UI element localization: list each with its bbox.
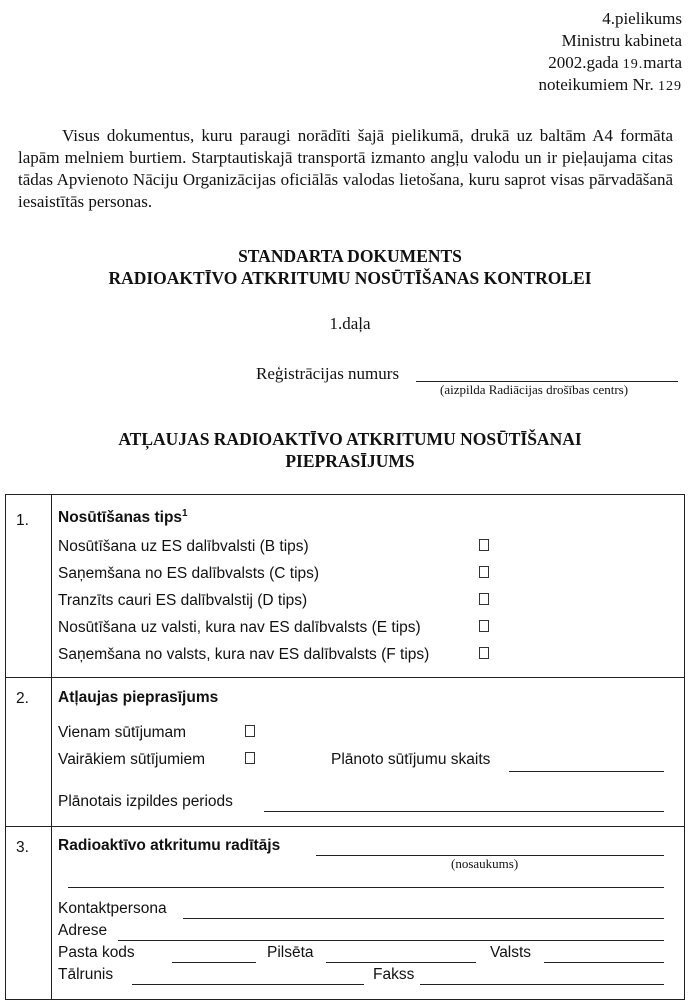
regulation-line xyxy=(382,74,682,98)
option-f-label: Saņemšana no valsts, kura nav ES dalībvalsts (F tips) xyxy=(58,646,430,663)
planned-period-label: Plānotais izpildes periods xyxy=(58,793,233,810)
option-d-label: Tranzīts cauri ES dalībvalstij (D tips) xyxy=(58,592,308,609)
planned-count-label: Plānoto sūtījumu skaits xyxy=(331,751,491,768)
request-form-table xyxy=(5,494,685,1000)
address-label: Adrese xyxy=(58,922,108,939)
option-f-checkbox[interactable] xyxy=(479,647,489,659)
section3-title: Radioaktīvo atkritumu radītājs xyxy=(58,837,281,854)
date-month: marta xyxy=(643,53,682,72)
single-shipment-label: Vienam sūtījumam xyxy=(58,724,187,741)
option-e-label: Nosūtīšana uz valsti, kura nav ES dalībvalsts (E tips) xyxy=(58,619,421,636)
multiple-shipments-checkbox[interactable] xyxy=(245,752,255,764)
registration-label: Reģistrācijas numurs xyxy=(256,364,400,383)
option-c-label: Saņemšana no ES dalībvalsts (C tips) xyxy=(58,565,320,582)
subtitle-line2: PIEPRASĪJUMS xyxy=(285,451,415,471)
annex-label: 4.pielikums xyxy=(602,9,682,28)
intro-paragraph: Visus dokumentus, kuru paraugi norādīti šajā pielikumā, drukā uz baltām A4 formāta lapām melniem burtiem. Starptautiskajā transportā izmanto angļu valodu un ir pieļaujama citas tādas Apvienoto Nāciju Organizācijas oficiālās valodas lietošana, kuru saprot visas pārvadāšanā iesaistītās personas. xyxy=(18,126,673,211)
planned-count-field[interactable] xyxy=(509,771,664,772)
city-label: Pilsēta xyxy=(267,944,314,961)
registration-note: (aizpilda Radiācijas drošības centrs) xyxy=(440,382,629,397)
section3-number: 3. xyxy=(16,839,29,856)
option-c-checkbox[interactable] xyxy=(479,566,489,578)
regulation-prefix: noteikumiem Nr. xyxy=(538,75,654,94)
contact-field[interactable] xyxy=(183,918,664,919)
subtitle-line1: ATĻAUJAS RADIOAKTĪVO ATKRITUMU NOSŪTĪŠANAI xyxy=(118,429,582,449)
phone-field[interactable] xyxy=(132,984,364,985)
address-field[interactable] xyxy=(118,940,664,941)
date-prefix: 2002.gada xyxy=(548,53,619,72)
city-field[interactable] xyxy=(326,962,476,963)
regulation-number: 129 xyxy=(658,79,682,94)
option-b-checkbox[interactable] xyxy=(479,539,489,551)
fax-field[interactable] xyxy=(420,984,664,985)
planned-period-field[interactable] xyxy=(264,811,664,812)
doc-title-line2: RADIOAKTĪVO ATKRITUMU NOSŪTĪŠANAS KONTROLEI xyxy=(108,268,592,288)
part-label: 1.daļa xyxy=(329,314,371,333)
section1-number: 1. xyxy=(16,512,29,529)
country-field[interactable] xyxy=(544,962,664,963)
option-e-checkbox[interactable] xyxy=(479,620,489,632)
multiple-shipments-label: Vairākiem sūtījumiem xyxy=(58,751,206,768)
name-note: (nosaukums) xyxy=(451,856,519,871)
option-d-checkbox[interactable] xyxy=(479,593,489,605)
column-divider xyxy=(51,495,52,999)
section1-title-text: Nosūtīšanas tips xyxy=(58,509,183,527)
row-divider-1 xyxy=(6,677,684,678)
postal-label: Pasta kods xyxy=(58,944,135,961)
phone-label: Tālrunis xyxy=(58,966,114,983)
option-b-label: Nosūtīšana uz ES dalībvalsti (B tips) xyxy=(58,538,309,555)
producer-name-line2[interactable] xyxy=(68,887,664,888)
contact-label: Kontaktpersona xyxy=(58,900,167,917)
country-label: Valsts xyxy=(490,944,532,961)
section2-title: Atļaujas pieprasījums xyxy=(58,689,219,706)
date-line xyxy=(382,52,682,76)
single-shipment-checkbox[interactable] xyxy=(245,725,255,737)
cabinet-label: Ministru kabineta xyxy=(561,31,682,50)
footnote-marker: 1 xyxy=(182,508,188,519)
date-day: 19. xyxy=(622,57,644,72)
section1-title xyxy=(58,508,188,527)
section2-number: 2. xyxy=(16,690,29,707)
row-divider-2 xyxy=(6,826,684,827)
doc-title-line1: STANDARTA DOKUMENTS xyxy=(238,246,462,266)
postal-field[interactable] xyxy=(172,962,256,963)
fax-label: Fakss xyxy=(373,966,415,983)
